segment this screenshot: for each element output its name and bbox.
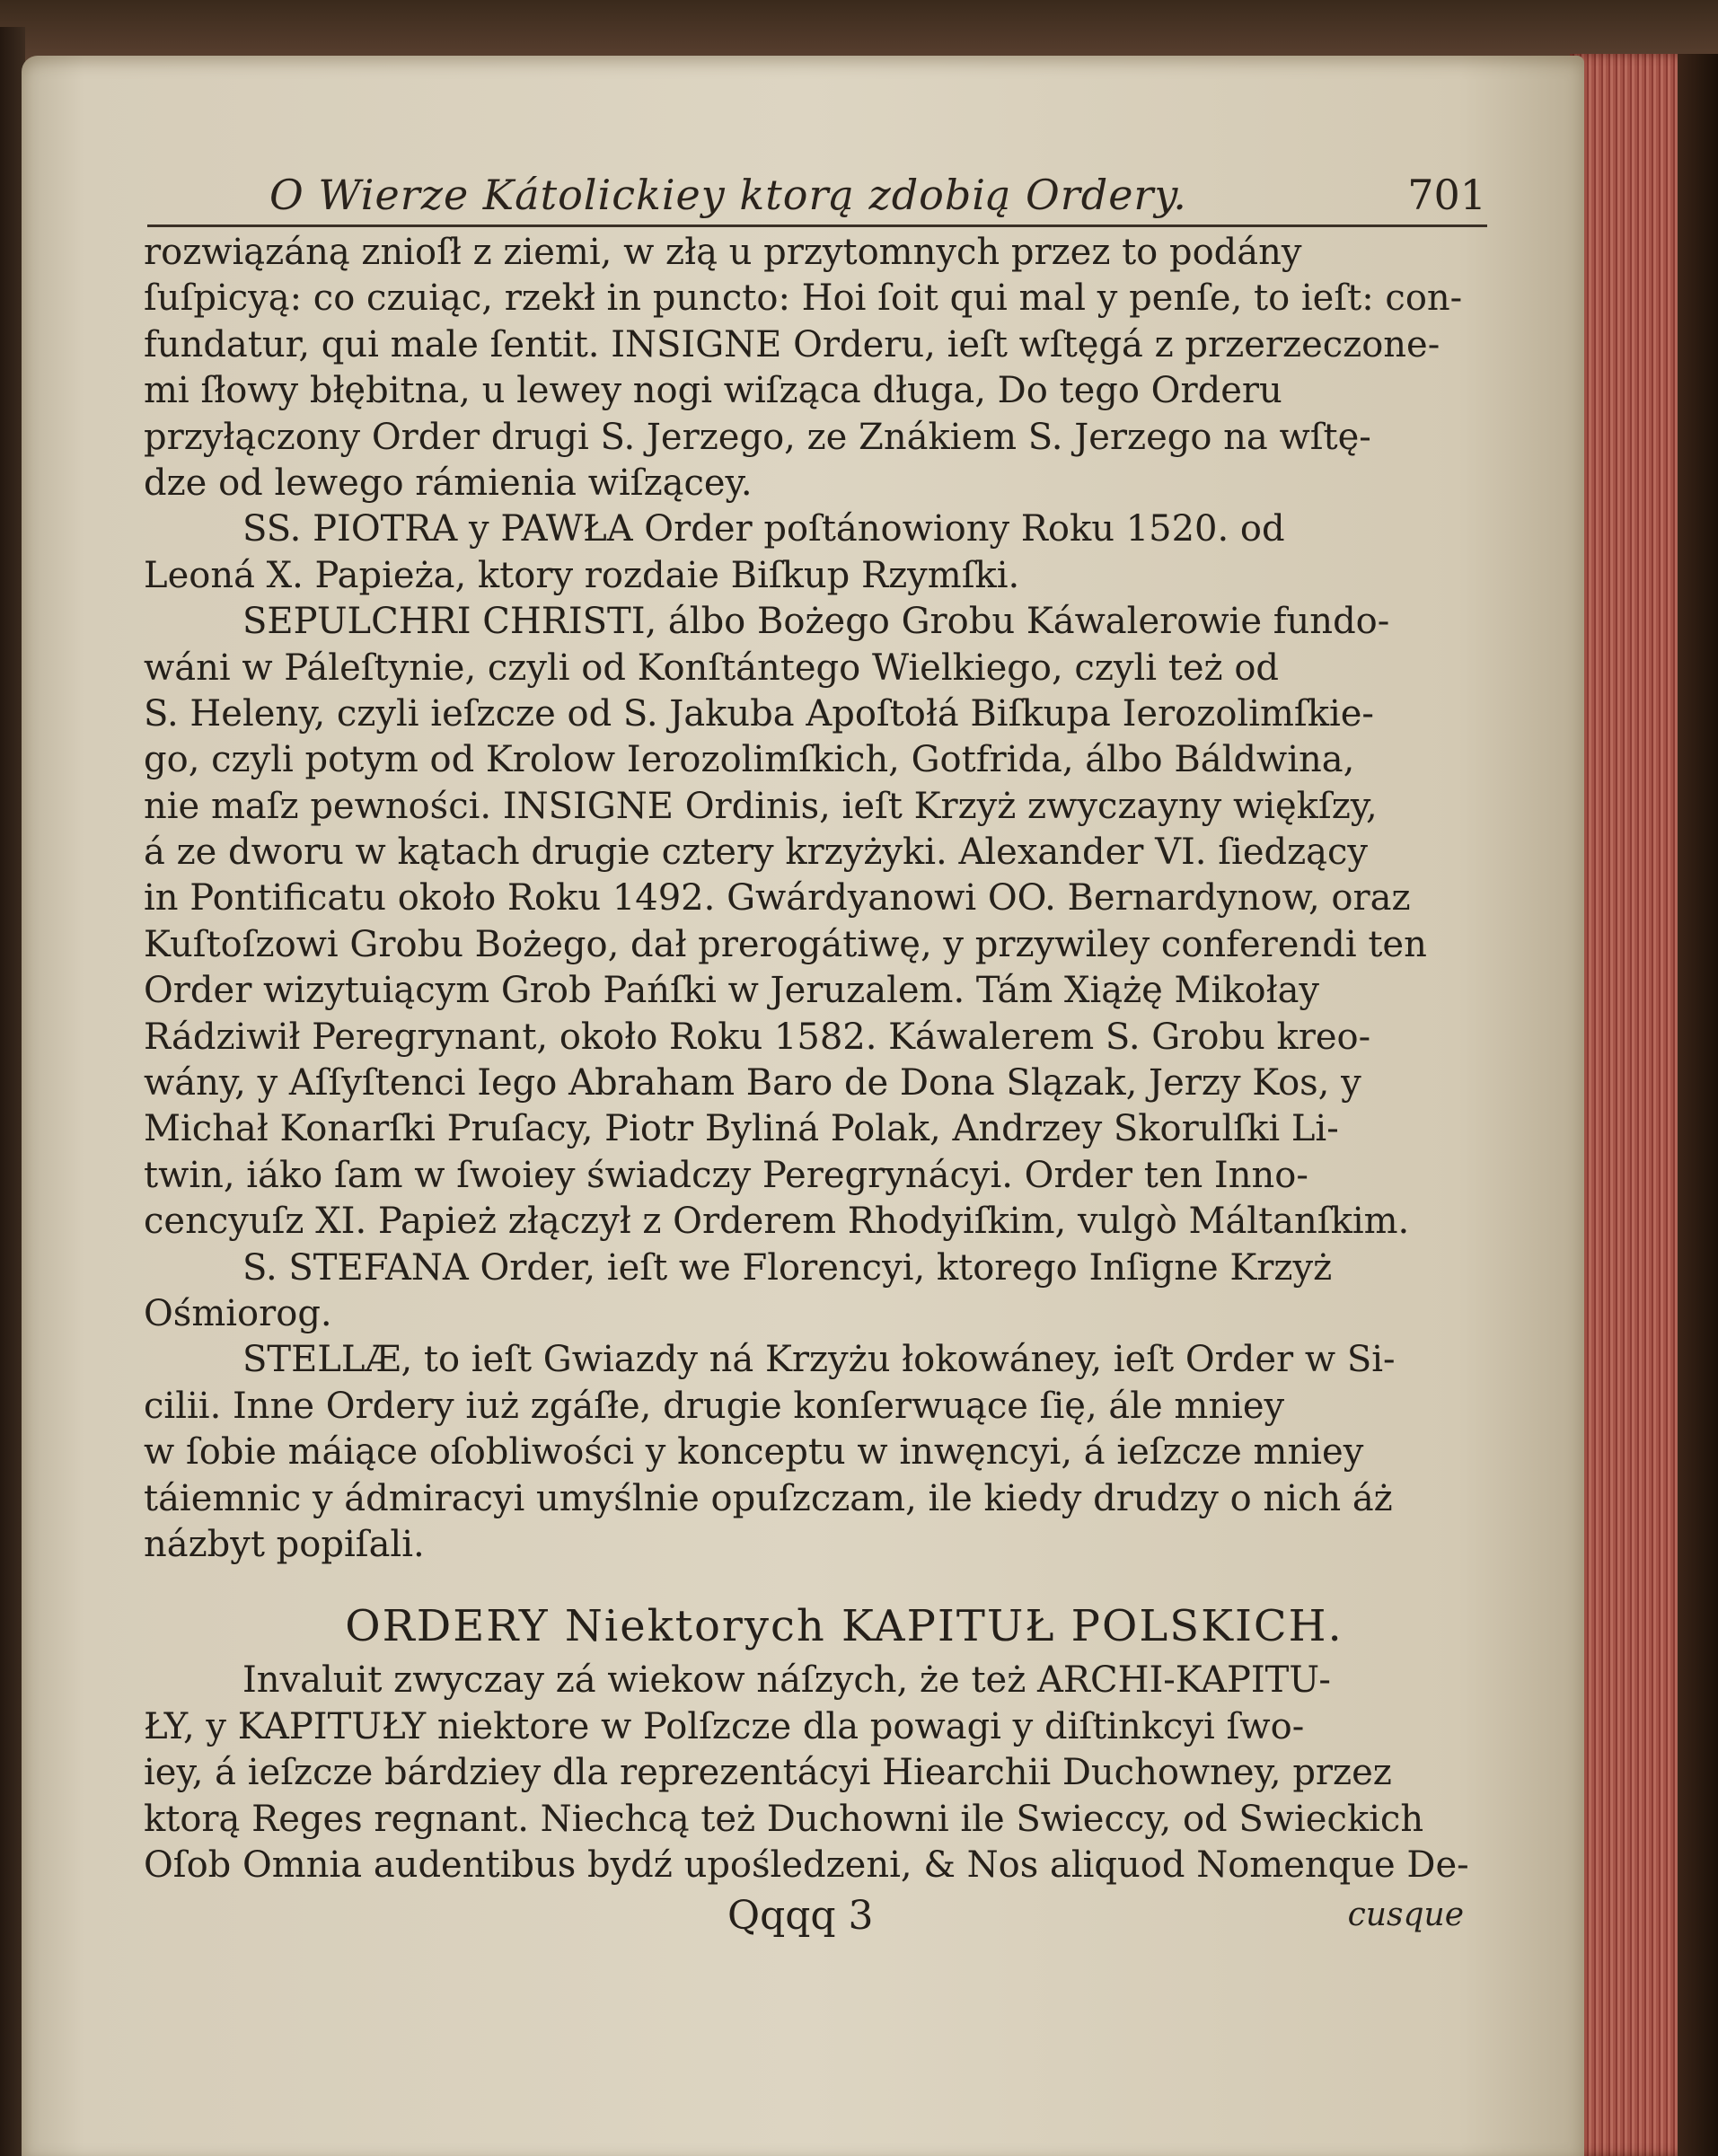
text-line: twin, iáko ſam w ſwoiey świadczy Peregrynácyi. Order ten Inno- [144, 1154, 1308, 1196]
section-heading: ORDERY Niektorych KAPITUŁ POLSKICH. [345, 1601, 1344, 1652]
text-line: Ośmiorog. [144, 1292, 332, 1334]
text-line: w ſobie máiące oſobliwości y konceptu w inwęncyi, á ieſzcze mniey [144, 1431, 1364, 1474]
text-line: in Pontificatu około Roku 1492. Gwárdyanowi OO. Bernardynow, oraz [144, 877, 1411, 920]
page-number: 701 [1407, 171, 1486, 219]
page-footer [144, 1893, 1491, 1947]
book-cover-right [1678, 54, 1718, 2156]
text-line: iey, á ieſzcze bárdziey dla reprezentácyi Hiearchii Duchowney, przez [144, 1752, 1392, 1794]
text-line: fundatur, qui male ſentit. INSIGNE Orderu, ieſt wſtęgá z przerzeczone- [144, 323, 1440, 365]
text-line: rozwiązáną znioſł z ziemi, w złą u przytomnych przez to podány [144, 232, 1302, 273]
text-line: ktorą Reges regnant. Niechcą też Duchowni ile Swieccy, od Swieckich [144, 1798, 1424, 1840]
catchword: cusque [1347, 1896, 1464, 1933]
text-line: S. Heleny, czyli ieſzcze od S. Jakuba Apoſtołá Biſkupa Ierozolimſkie- [144, 692, 1374, 735]
text-line: wáni w Páleſtynie, czyli od Konſtántego Wielkiego, czyli też od [144, 647, 1280, 689]
page-body [144, 230, 1491, 1888]
text-line: Leoná X. Papieża, ktory rozdaie Biſkup Rzymſki. [144, 554, 1020, 596]
text-line: táiemnic y ádmiracyi umyślnie opuſzczam, ile kiedy drudzy o nich áż [144, 1477, 1393, 1519]
text-line: nie maſz pewności. INSIGNE Ordinis, ieſt Krzyż zwyczayny więkſzy, [144, 785, 1378, 827]
text-line: SEPULCHRI CHRISTI, álbo Bożego Grobu Káwalerowie fundo- [242, 601, 1390, 643]
text-line: cilii. Inne Ordery iuż zgáſłe, drugie konſerwuące ſię, ále mniey [144, 1385, 1285, 1427]
page-edges [1570, 54, 1678, 2156]
header-rule [147, 224, 1487, 227]
text-line: dze od lewego rámienia wiſzącey. [144, 462, 753, 504]
page-header [144, 171, 1486, 224]
text-line: á ze dworu w kątach drugie cztery krzyżyki. Alexander VI. ſiedzący [144, 832, 1369, 874]
text-line: Oſob Omnia audentibus bydź upośledzeni, & Nos aliquod Nomenque De- [144, 1844, 1469, 1886]
signature-mark: Qqqq 3 [727, 1893, 874, 1939]
text-line: SS. PIOTRA y PAWŁA Order poſtánowiony Roku 1520. od [242, 508, 1285, 550]
text-line: Order wizytuiącym Grob Pańſki w Jeruzalem. Tám Xiążę Mikołay [144, 970, 1320, 1012]
text-line: Kuſtoſzowi Grobu Bożego, dał prerogátiwę, y przywiley conferendi ten [144, 923, 1427, 965]
text-line: cencyuſz XI. Papież złączył z Orderem Rhodyiſkim, vulgò Máltanſkim. [144, 1201, 1410, 1243]
text-line: Rádziwił Peregrynant, około Roku 1582. Káwalerem S. Grobu kreo- [144, 1016, 1371, 1058]
text-line: ſuſpicyą: co czuiąc, rzekł in puncto: Hoi ſoit qui mal y penſe, to ieſt: con- [144, 277, 1463, 320]
text-line: názbyt popiſali. [144, 1523, 425, 1565]
text-line: Invaluit zwyczay zá wiekow náſzych, że też ARCHI-KAPITU- [242, 1659, 1331, 1702]
book-cover-top [0, 0, 1718, 63]
text-line: STELLÆ, to ieſt Gwiazdy ná Krzyżu łokowáney, ieſt Order w Si- [242, 1339, 1396, 1381]
text-line: wány, y Aſſyſtenci Iego Abraham Baro de Dona Slązak, Jerzy Kos, y [144, 1062, 1361, 1104]
text-line: go, czyli potym od Krolow Ierozolimſkich, Gotfrida, álbo Báldwina, [144, 739, 1355, 781]
text-line: S. STEFANA Order, ieſt we Florencyi, ktorego Inſigne Krzyż [242, 1246, 1333, 1289]
text-line: ŁY, y KAPITUŁY niektore w Polſzcze dla powagi y diſtinkcyi ſwo- [144, 1705, 1305, 1747]
running-title: O Wierze Kátolickiey ktorą zdobią Ordery. [269, 171, 1187, 219]
text-line: mi ſłowy błębitna, u lewey nogi wiſząca długa, Do tego Orderu [144, 370, 1282, 412]
text-line: przyłączony Order drugi S. Jerzego, ze Znákiem S. Jerzego na wſtę- [144, 416, 1371, 458]
text-line: Michał Konarſki Pruſacy, Piotr Byliná Polak, Andrzey Skorulſki Li- [144, 1108, 1339, 1150]
